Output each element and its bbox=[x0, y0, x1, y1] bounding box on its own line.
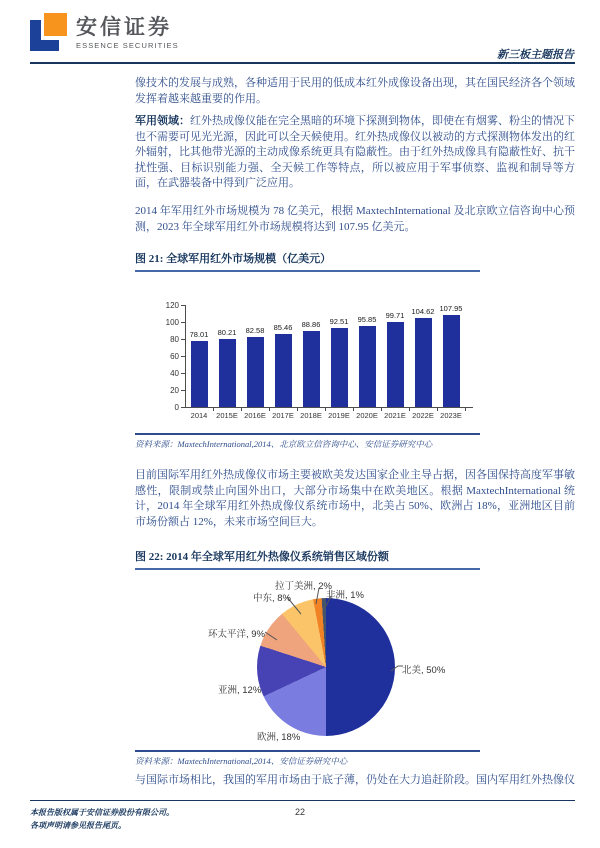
bar-value-label: 107.95 bbox=[439, 304, 463, 314]
footer-line-2: 各项声明请参见报告尾页。 bbox=[30, 821, 126, 830]
x-axis-line bbox=[181, 407, 473, 408]
figure-21-bottom-rule bbox=[135, 433, 480, 435]
bar bbox=[359, 326, 376, 407]
bar-slot bbox=[185, 305, 213, 407]
x-tick-label: 2017E bbox=[272, 411, 294, 420]
paragraph-military-lead: 军用领域： bbox=[135, 115, 190, 127]
pie-slice-label: 北美, 50% bbox=[402, 665, 446, 676]
y-tick-label: 40 bbox=[170, 368, 179, 378]
bar-value-label: 78.01 bbox=[189, 329, 209, 339]
bar bbox=[191, 341, 208, 407]
figure-22 bbox=[135, 548, 480, 767]
footer-divider bbox=[30, 800, 575, 801]
brand-name-en: ESSENCE SECURITIES bbox=[76, 41, 179, 50]
bar-slot bbox=[241, 305, 269, 407]
bar-value-label: 85.46 bbox=[273, 323, 293, 333]
bar-value-label: 92.51 bbox=[329, 317, 349, 327]
bar-slot bbox=[297, 305, 325, 407]
paragraph-military bbox=[135, 114, 575, 192]
y-tick-label: 60 bbox=[170, 351, 179, 361]
bar-slot bbox=[353, 305, 381, 407]
figure-21-source: 资料来源：MaxtechInternational,2014、北京欧立信咨询中心、安信证券研究中心 bbox=[135, 439, 433, 449]
x-tick-label: 2020E bbox=[356, 411, 378, 420]
y-tick-label: 0 bbox=[174, 402, 179, 412]
x-tick-label: 2022E bbox=[412, 411, 434, 420]
logo-blue-bar-horizontal bbox=[30, 40, 59, 51]
logo-orange-square bbox=[44, 13, 67, 36]
bar-slot bbox=[437, 305, 465, 407]
x-tick-label: 2019E bbox=[328, 411, 350, 420]
x-tick-label: 2021E bbox=[384, 411, 406, 420]
bar bbox=[331, 328, 348, 407]
bar-slot bbox=[381, 305, 409, 407]
y-tick-mark bbox=[181, 407, 185, 408]
figure-22-source: 资料来源：MaxtechInternational,2014、安信证券研究中心 bbox=[135, 756, 348, 766]
pie-slice-label: 非洲, 1% bbox=[326, 590, 365, 601]
header-divider bbox=[30, 62, 575, 64]
y-tick-label: 20 bbox=[170, 385, 179, 395]
pie-slice-label: 拉丁美洲, 2% bbox=[275, 581, 333, 592]
bar-slot bbox=[269, 305, 297, 407]
figure-21 bbox=[135, 250, 480, 450]
pie-slice-label: 亚洲, 12% bbox=[218, 685, 262, 696]
y-tick-label: 120 bbox=[165, 300, 179, 310]
x-tick-mark bbox=[465, 408, 466, 411]
x-tick-label: 2016E bbox=[244, 411, 266, 420]
bar-slot bbox=[409, 305, 437, 407]
bar-value-label: 104.62 bbox=[411, 307, 435, 317]
y-tick-label: 80 bbox=[170, 334, 179, 344]
bar-value-label: 82.58 bbox=[245, 325, 265, 335]
paragraph-global-share: 目前国际军用红外热成像仪市场主要被欧美发达国家企业主导占据，因各国保持高度军事敏感性，限制或禁止向国外出口，大部分市场集中在欧美地区。根据 MaxtechInternational 统计，2014 年全球军用红外热成像仪系统市场中，北美占 50%、欧洲占 18%，亚洲地区目前市场份额占 12%，未来市场空间巨大。 bbox=[135, 469, 575, 528]
paragraph-market-size: 2014 年军用红外市场规模为 78 亿美元，根据 MaxtechInternational 及北京欧立信咨询中心预测，2023 年全球军用红外市场规模将达到 107.95 亿美元。 bbox=[135, 205, 575, 233]
bar bbox=[387, 322, 404, 407]
page-number: 22 bbox=[294, 807, 305, 817]
pie-slice-label: 环太平洋, 9% bbox=[208, 629, 266, 640]
x-tick-label: 2023E bbox=[440, 411, 462, 420]
pie-slice-label: 中东, 8% bbox=[253, 593, 292, 604]
footer-line-1: 本报告版权属于安信证券股份有限公司。 bbox=[30, 808, 174, 817]
bar bbox=[219, 339, 236, 407]
figure-22-bottom-rule bbox=[135, 750, 480, 752]
x-tick-label: 2014 bbox=[190, 411, 208, 420]
bar bbox=[247, 337, 264, 407]
figure-22-title: 图 22: 2014 年全球军用红外热像仪系统销售区域份额 bbox=[135, 548, 480, 570]
bar bbox=[443, 315, 460, 407]
paragraph-intro: 像技术的发展与成熟，各种适用于民用的低成本红外成像设备出现，其在国民经济各个领域发挥着越来越重要的作用。 bbox=[135, 77, 575, 105]
bar-value-label: 80.21 bbox=[217, 327, 237, 337]
brand-logo-icon bbox=[30, 13, 68, 51]
pie-chart bbox=[135, 574, 480, 750]
pie-slice-label: 欧洲, 18% bbox=[257, 732, 301, 743]
bar-chart bbox=[135, 283, 480, 433]
bar-value-label: 88.86 bbox=[301, 320, 321, 330]
bar-value-label: 99.71 bbox=[385, 311, 405, 321]
bar-slot bbox=[325, 305, 353, 407]
brand-name-cn: 安信证券 bbox=[76, 16, 172, 39]
x-tick-label: 2015E bbox=[216, 411, 238, 420]
bar bbox=[415, 318, 432, 407]
y-tick-label: 100 bbox=[165, 317, 179, 327]
bar bbox=[303, 331, 320, 407]
bar bbox=[275, 334, 292, 407]
bar-slot bbox=[213, 305, 241, 407]
paragraph-domestic: 与国际市场相比，我国的军用市场由于底子薄，仍处在大力追赶阶段。国内军用红外热像仪 bbox=[135, 774, 575, 786]
report-type-label: 新三板主题报告 bbox=[497, 49, 574, 61]
x-tick-label: 2018E bbox=[300, 411, 322, 420]
bar-value-label: 95.85 bbox=[357, 314, 377, 324]
paragraph-military-body: 红外热成像仪能在完全黑暗的环境下探测到物体，即使在有烟雾、粉尘的情况下也不需要可见光光源，因此可以全天候使用。红外热成像仪以被动的方式探测物体发出的红外辐射，比其他带光源的主动成像系统更具有隐蔽性。由于红外热成像具有隐蔽性好、抗干扰性强、目标识别能力强、全天候工作等特点，所以被应用于军事侦察、监视和制导等方面，在武器装备中得到广泛应用。 bbox=[135, 115, 575, 190]
brand-block bbox=[76, 16, 179, 50]
figure-21-title: 图 21: 全球军用红外市场规模（亿美元） bbox=[135, 250, 480, 272]
